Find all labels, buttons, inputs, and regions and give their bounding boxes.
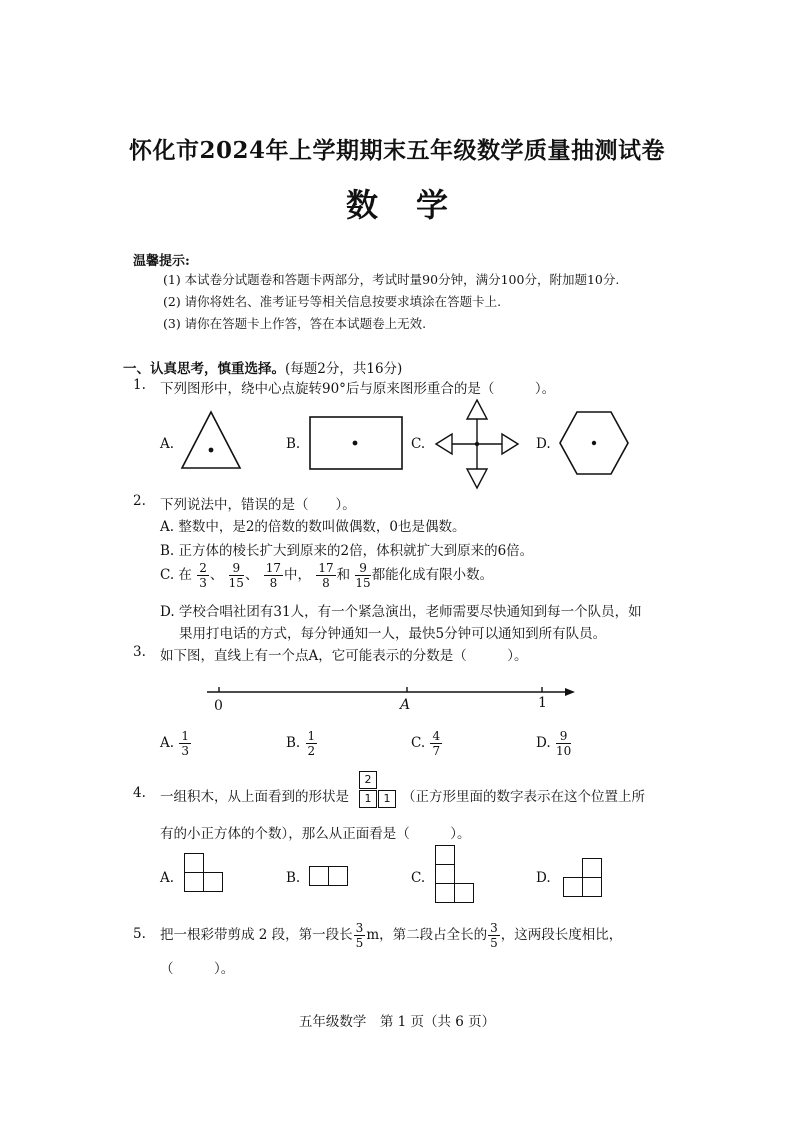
exam-title: 怀化市2024年上学期期末五年级数学质量抽测试卷 — [128, 137, 665, 164]
q2-option-d-line1: D. 学校合唱社团有31人，有一个紧急演出，老师需要尽快通知到每一个队员，如 — [160, 604, 642, 620]
q4-number: 4. — [133, 785, 146, 801]
fraction: $\frac{4}{7}$ — [432, 729, 441, 758]
q4-option-d-label: D. — [536, 870, 551, 886]
q4-text-part2: （正方形里面的数字表示在这个位置上所 — [402, 789, 645, 805]
fraction: $\frac{9}{10}$ — [555, 729, 572, 758]
q1-cross-arrows-figure — [434, 398, 520, 492]
fraction: $\frac{17}{8}$ — [265, 561, 282, 590]
q4-option-a-label: A. — [160, 870, 175, 886]
q4-option-c-label: C. — [411, 870, 426, 886]
q2-option-b: B. 正方体的棱长扩大到原来的2倍，体积就扩大到原来的6倍。 — [160, 543, 534, 559]
q1-option-b-label: B. — [286, 436, 301, 452]
q2-option-c: C. 在 $\frac{2}{3}$ 、 $\frac{9}{15}$ 、 $\frac{17}{8}$ 中， $\frac{17}{8}$ 和 $\frac{9}{15}$ 都能化成有限小数。 — [160, 561, 494, 590]
section-heading — [123, 357, 402, 377]
q2-option-d-line2: 果用打电话的方式，每分钟通知一人，最快5分钟可以通知到所有队员。 — [179, 626, 607, 642]
q1-text: 下列图形中，绕中心点旋转90°后与原来图形重合的是（ ）。 — [160, 381, 556, 397]
q4-text-part3: 有的小正方体的个数），那么从正面看是（ ）。 — [160, 826, 471, 842]
q1-hexagon-figure — [558, 410, 630, 476]
q1-triangle-figure — [180, 410, 242, 472]
q3-option-d: D. $\frac{9}{10}$ — [536, 729, 572, 758]
q3-number: 3. — [133, 644, 146, 660]
tip-2: (2) 请你将姓名、准考证号等相关信息按要求填涂在答题卡上. — [163, 294, 502, 309]
axis-label-0: 0 — [214, 698, 223, 714]
q1-option-a-label: A. — [160, 436, 175, 452]
fraction: $\frac{1}{2}$ — [307, 729, 316, 758]
fraction: $\frac{2}{3}$ — [199, 561, 207, 590]
q5-number: 5. — [133, 926, 146, 942]
fraction: $\frac{3}{5}$ — [490, 921, 498, 950]
tip-3: (3) 请你在答题卡上作答，答在本试题卷上无效. — [163, 316, 427, 331]
tips-heading: 温馨提示: — [133, 254, 190, 269]
fraction: $\frac{1}{3}$ — [181, 729, 189, 758]
fraction: $\frac{3}{5}$ — [355, 921, 364, 950]
axis-label-1: 1 — [538, 695, 547, 711]
page-footer: 五年级数学 第 1 页（共 6 页） — [298, 1014, 496, 1030]
q1-number: 1. — [133, 377, 146, 393]
fraction: $\frac{9}{15}$ — [355, 561, 371, 590]
axis-label-a: A — [400, 697, 411, 713]
q4-option-b-label: B. — [286, 870, 301, 886]
q1-rectangle-figure — [309, 416, 404, 471]
q1-option-c-label: C. — [411, 436, 426, 452]
q3-option-b: B. $\frac{1}{2}$ — [286, 729, 316, 758]
q2-text: 下列说法中，错误的是（ ）。 — [160, 497, 356, 513]
fraction: $\frac{9}{15}$ — [228, 561, 244, 590]
q3-text: 如下图，直线上有一个点A，它可能表示的分数是（ ）。 — [160, 648, 528, 664]
q2-option-a: A. 整数中，是2的倍数的数叫做偶数，0也是偶数。 — [160, 519, 466, 535]
q3-option-a: A. $\frac{1}{3}$ — [160, 729, 189, 758]
tip-1: (1) 本试卷分试题卷和答题卡两部分，考试时量90分钟，满分100分，附加题10分. — [163, 272, 620, 287]
section-title: 一、认真思考，慎重选择。 — [123, 361, 285, 377]
q1-option-d-label: D. — [536, 436, 551, 452]
q3-number-line — [205, 684, 580, 698]
fraction: $\frac{17}{8}$ — [318, 561, 334, 590]
q4-text-part1: 一组积木，从上面看到的形状是 — [160, 789, 349, 805]
subject-title: 数学 — [345, 186, 486, 224]
q3-option-c: C. $\frac{4}{7}$ — [411, 729, 441, 758]
q2-number: 2. — [133, 493, 146, 509]
q5-answer-blank: （ ）。 — [160, 961, 235, 977]
section-note: (每题2分，共16分) — [285, 361, 403, 377]
q5-text: 把一根彩带剪成 2 段，第一段长 $\frac{3}{5}$ m，第二段占全长的 $\frac{3}{5}$ ，这两段长度相比， — [160, 921, 623, 950]
